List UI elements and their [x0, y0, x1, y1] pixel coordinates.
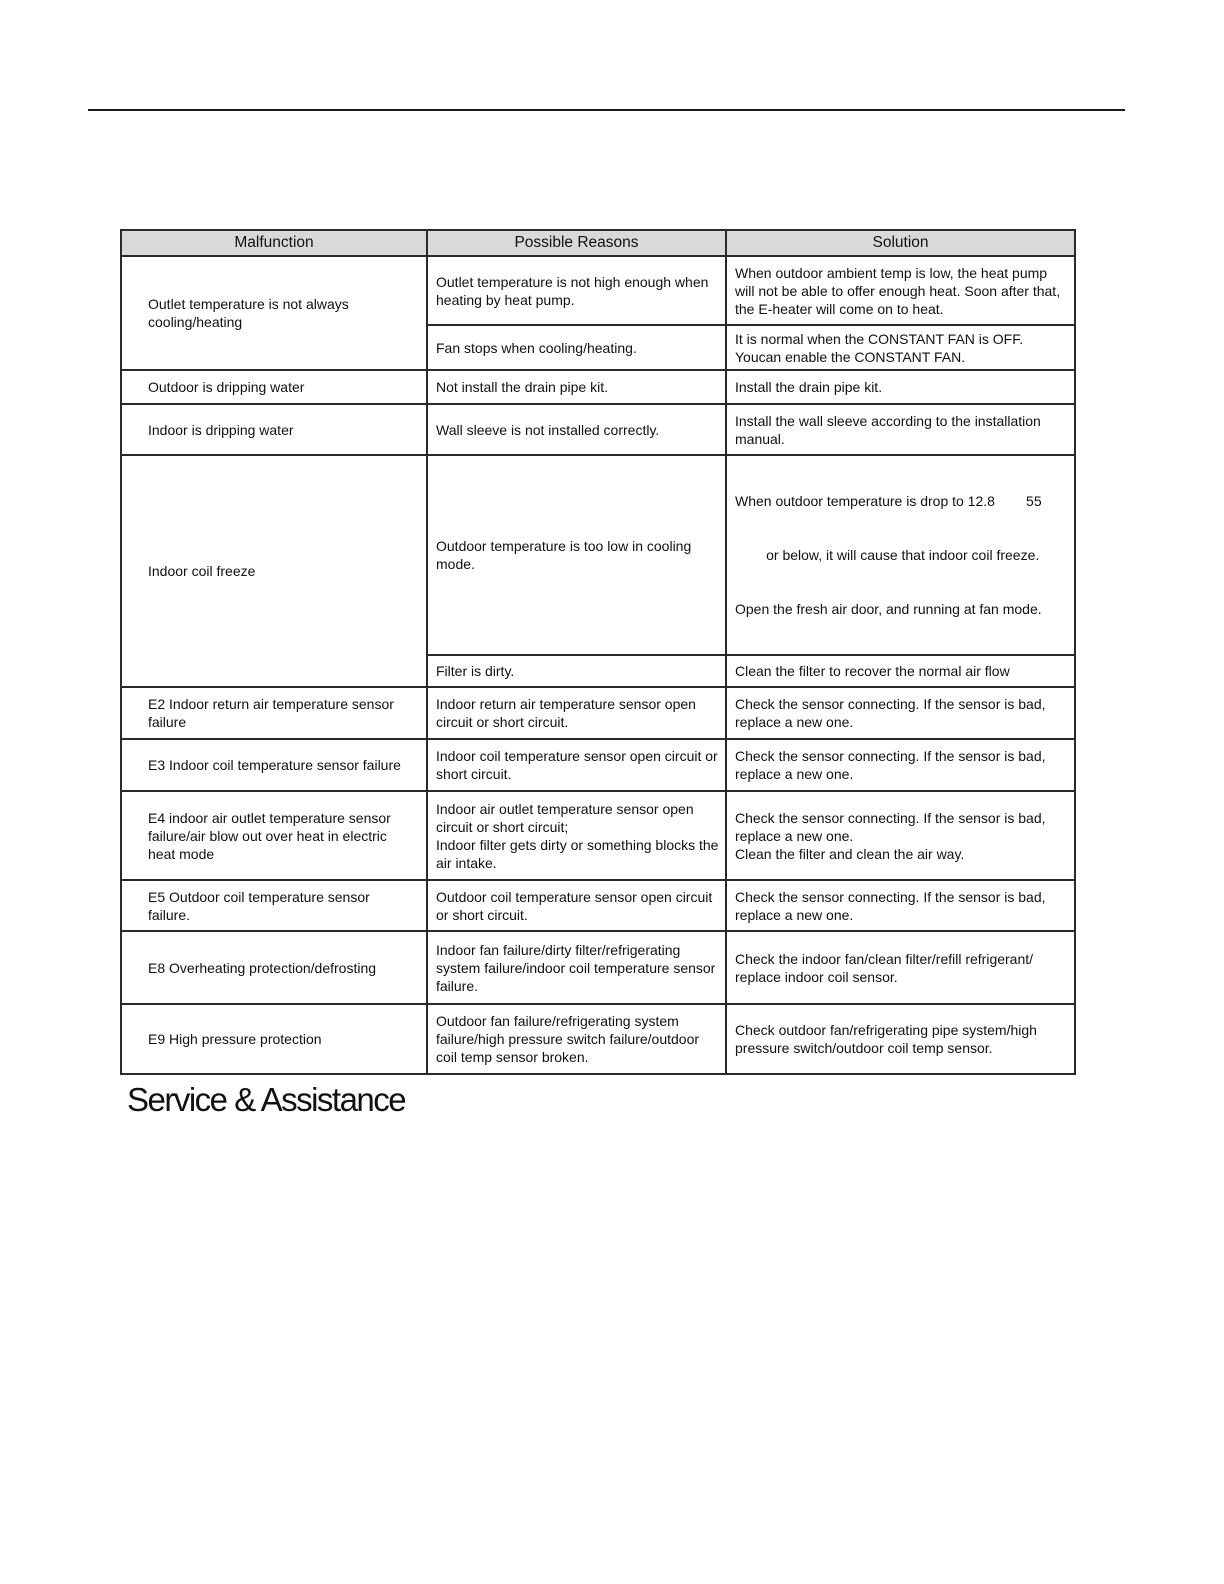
table-row — [121, 739, 1075, 791]
troubleshooting-table — [120, 229, 1076, 1075]
reason-cell: Outdoor temperature is too low in cooling mode. — [427, 455, 726, 655]
solution-cell: Check the sensor connecting. If the sensor is bad, replace a new one. — [726, 687, 1075, 739]
solution-cell — [726, 455, 1075, 655]
reason-cell: Indoor coil temperature sensor open circuit or short circuit. — [427, 739, 726, 791]
reason-cell: Fan stops when cooling/heating. — [427, 325, 726, 370]
table-row — [121, 256, 1075, 325]
malfunction-cell: E9 High pressure protection — [121, 1004, 427, 1074]
reason-cell: Outdoor fan failure/refrigerating system failure/high pressure switch failure/outdoor coil temp sensor broken. — [427, 1004, 726, 1074]
reason-cell: Indoor fan failure/dirty filter/refrigerating system failure/indoor coil temperature sensor failure. — [427, 931, 726, 1004]
header-solution: Solution — [726, 230, 1075, 256]
malfunction-cell: E2 Indoor return air temperature sensor failure — [121, 687, 427, 739]
malfunction-cell: Outdoor is dripping water — [121, 370, 427, 404]
table-row — [121, 370, 1075, 404]
table-row — [121, 931, 1075, 1004]
reason-cell: Filter is dirty. — [427, 655, 726, 687]
solution-cell: Clean the filter to recover the normal air flow — [726, 655, 1075, 687]
reason-cell: Wall sleeve is not installed correctly. — [427, 404, 726, 455]
solution-line: When outdoor temperature is drop to 12.8 55 — [735, 493, 1042, 509]
solution-line: Check the sensor connecting. If the sensor is bad, replace a new one. — [735, 809, 1046, 844]
malfunction-cell: Outlet temperature is not always cooling/heating — [121, 256, 427, 370]
reason-line: Indoor filter gets dirty or something blocks the air intake. — [436, 836, 719, 871]
table-row — [121, 687, 1075, 739]
malfunction-cell: E5 Outdoor coil temperature sensor failure. — [121, 880, 427, 931]
solution-cell: When outdoor ambient temp is low, the heat pump will not be able to offer enough heat. Soon after that, the E-heater will come on to heat. — [726, 256, 1075, 325]
service-assistance-heading: Service & Assistance — [127, 1081, 406, 1118]
solution-cell — [726, 791, 1075, 880]
solution-cell: Install the wall sleeve according to the installation manual. — [726, 404, 1075, 455]
top-divider — [88, 109, 1125, 111]
solution-line: Clean the filter and clean the air way. — [735, 845, 965, 862]
solution-line: or below, it will cause that indoor coil freeze. — [735, 547, 1040, 563]
solution-cell: It is normal when the CONSTANT FAN is OFF. Youcan enable the CONSTANT FAN. — [726, 325, 1075, 370]
reason-cell: Not install the drain pipe kit. — [427, 370, 726, 404]
malfunction-cell: E3 Indoor coil temperature sensor failure — [121, 739, 427, 791]
malfunction-cell: Indoor is dripping water — [121, 404, 427, 455]
solution-cell: Check the sensor connecting. If the sensor is bad, replace a new one. — [726, 880, 1075, 931]
solution-cell: Check outdoor fan/refrigerating pipe system/high pressure switch/outdoor coil temp sensor. — [726, 1004, 1075, 1074]
table-row — [121, 1004, 1075, 1074]
header-possible-reasons: Possible Reasons — [427, 230, 726, 256]
solution-cell: Check the indoor fan/clean filter/refill refrigerant/ replace indoor coil sensor. — [726, 931, 1075, 1004]
reason-line: Indoor air outlet temperature sensor open circuit or short circuit; — [436, 800, 694, 835]
header-malfunction: Malfunction — [121, 230, 427, 256]
reason-cell: Outlet temperature is not high enough when heating by heat pump. — [427, 256, 726, 325]
table-header-row — [121, 230, 1075, 256]
reason-cell: Indoor return air temperature sensor open circuit or short circuit. — [427, 687, 726, 739]
reason-cell: Outdoor coil temperature sensor open circuit or short circuit. — [427, 880, 726, 931]
solution-cell: Install the drain pipe kit. — [726, 370, 1075, 404]
solution-line: Open the fresh air door, and running at fan mode. — [735, 601, 1042, 617]
table-row — [121, 455, 1075, 655]
table-row — [121, 404, 1075, 455]
table-row — [121, 791, 1075, 880]
reason-cell — [427, 791, 726, 880]
malfunction-cell: E4 indoor air outlet temperature sensor failure/air blow out over heat in electric heat mode — [121, 791, 427, 880]
malfunction-cell: E8 Overheating protection/defrosting — [121, 931, 427, 1004]
solution-cell: Check the sensor connecting. If the sensor is bad, replace a new one. — [726, 739, 1075, 791]
malfunction-cell: Indoor coil freeze — [121, 455, 427, 687]
table-row — [121, 880, 1075, 931]
